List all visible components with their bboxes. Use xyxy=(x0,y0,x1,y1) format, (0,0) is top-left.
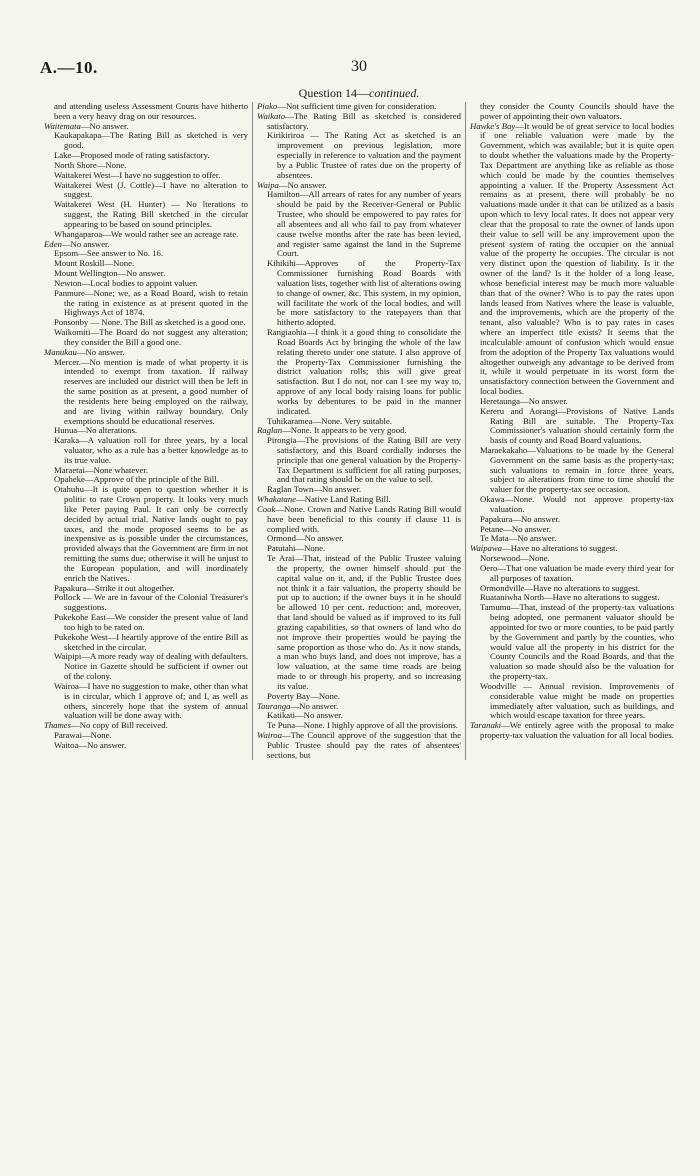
entry-text: —No answer. xyxy=(76,346,125,357)
district-name: Taranaki xyxy=(470,720,502,731)
district-entry xyxy=(257,112,461,132)
entry-text: Pukekohe East—We consider the present value of land too high to be rated on. xyxy=(54,612,248,632)
entry-text: Panmure—None; we, as a Road Board, wish to retain the rating in existence as at present quoted in the Highways Act of 1874. xyxy=(54,287,248,318)
continued-text xyxy=(470,102,674,122)
entry-text: —None. It appears to be very good. xyxy=(282,425,407,436)
district-entry xyxy=(257,731,461,760)
district-name: Raglan xyxy=(257,425,283,436)
entry-text: Mount Roskill—None. xyxy=(54,258,135,269)
board-reply xyxy=(257,259,461,328)
entry-text: Poverty Bay—None. xyxy=(267,690,340,701)
board-reply xyxy=(470,603,674,682)
entry-text: Wairoa—I have no suggestion to make, other than what is in circular, which I approve of; and I, as well as others, sincerely hope that the system of annual valuation will be done away with. xyxy=(54,680,248,721)
entry-text: —It would be of great service to local bodies if one reliable valuation were made by the Government, which was available; but it is quite open to doubt whether the valuations made by the Property-Tax Department are anything like as reliable as those which could be made by the counties themselves appointing a valuer. If the Property Assessment Act remains as at present, there will probably be no valuations made under it that can be utilized as a basis upon which to levy local rates. It does not appear very clear that the proposal to rate the owner of lands upon their value to sell will be any improvement upon the present system of rating the occupier on the annual value of the property he occupies. The circular is not very distinct upon the question of liability. Is it the owner of the land? Is it the holder of a long lease, whose beneficial interest may be much more valuable than that of the owner? Who is to pay the rates upon lands leased from Natives where the lease is valuable, and the improvements, which are the property of the tenant, also valuable? Who is to pay rates in cases where an imperfect title exists? It seems that the incalculable amount of confusion which would ensue from the adoption of the Property Tax valuations would altogether outweigh any advantage to be derived from it, while it would perpetuate in its worst form the unsatisfactory connection between the Government and local bodies. xyxy=(480,120,674,397)
continued-text xyxy=(44,102,248,122)
entry-text: —No answer. xyxy=(80,120,129,131)
entry-text: Waitoa—No answer. xyxy=(54,739,127,750)
board-reply xyxy=(44,633,248,653)
entry-text: Ruataniwha North—Have no alterations to suggest. xyxy=(480,592,660,603)
entry-text: Karaka—A valuation roll for three years, by a local valuator, who as a rule has a better knowledge as to its true value. xyxy=(54,435,248,465)
entry-text: —No answer. xyxy=(290,700,339,711)
entry-text: Waitakerei West—I have no suggestion to offer. xyxy=(54,169,221,180)
entry-text: —The Rating Bill as sketched is considered satisfactory. xyxy=(267,110,461,131)
entry-text: Waitakerei West (H. Hunter) — No lterations to suggest, the Rating Bill sketched in the circular appearing to be based on sound principles. xyxy=(54,199,248,229)
entry-text: Otahuhu—It is quite open to question whether it is politic to rate Crown property. It looks very much like Peter paying Paul. It can only be correctly decided by actual trial. Native lands ought to pay taxes, and the mode proposed seems to be as inexpensive as is possible under the circumstances, provided always that the Government are firm in not remitting the sums due; otherwise it will be unjust to the European population, and will inordinately enrich the Natives. xyxy=(54,484,248,583)
entry-text: Te Puna—None. I highly approve of all the provisions. xyxy=(267,720,458,731)
entry-text: Maraetai—None whatever. xyxy=(54,464,149,475)
board-reply xyxy=(470,446,674,495)
entry-text: Woodville — Annual revision. Improvements of considerable value might be made on properties immediately after valuation, such as buildings, and which would escape taxation for three years. xyxy=(480,680,674,721)
board-reply xyxy=(257,131,461,180)
board-reply xyxy=(470,682,674,721)
entry-text: Kereru and Aorangi—Provisions of Native Lands Rating Bill are suitable. The Property-Tax Commissioner's valuation should certainly form the basis of county and Road Board valuations. xyxy=(480,405,674,446)
entry-text: Petane—No answer. xyxy=(480,523,551,534)
board-reply xyxy=(44,593,248,613)
entry-text: Pukekohe West—I heartily approve of the entire Bill as sketched in the circular. xyxy=(54,631,248,652)
entry-text: Papakura—Strike it out altogether. xyxy=(54,582,175,593)
entry-text: —No answer. xyxy=(61,238,110,249)
entry-text: —None. Crown and Native Lands Rating Bill would have been beneficial to this county if clause 11 is complied with. xyxy=(267,503,461,534)
entry-text: —No answer. xyxy=(278,179,327,190)
district-entry xyxy=(257,505,461,534)
entry-text: Kihikihi—Approves of the Property-Tax Commissioner furnishing Road Boards with valuation lists, together with list of alterations owing to change of owner, &c. This system, in my opinion, will facilitate the work of the local bodies, and will be more satisfactory to the ratepayers than that hitherto adopted. xyxy=(267,258,461,328)
district-entry xyxy=(470,721,674,741)
entry-text: Whangaparoa—We would rather see an acreage rate. xyxy=(54,228,239,239)
entry-text: Mount Wellington—No answer. xyxy=(54,268,166,279)
entry-text: —Not sufficient time given for consideration. xyxy=(277,101,437,111)
entry-text: and attending useless Assessment Courts have hitherto been a very heavy drag on our resources. xyxy=(54,101,248,121)
district-name: Eden xyxy=(44,238,62,249)
entry-text: North Shore—None. xyxy=(54,159,127,170)
board-reply xyxy=(470,564,674,584)
district-name: Thames xyxy=(44,720,72,731)
entry-text: Mercer.—No mention is made of what property it is intended to exempt from taxation. If railway reserves are included our district will then be left in the same position as at present, a good number of the residents here being employed on the railway, and are living within railway boundary. Only exemptions should be educational reserves. xyxy=(54,356,248,426)
board-reply xyxy=(44,131,248,151)
entry-text: Ormondville—Have no alterations to suggest. xyxy=(480,582,640,593)
text-column-3 xyxy=(465,102,678,760)
board-reply xyxy=(470,407,674,446)
entry-text: Raglan Town—No answer. xyxy=(267,484,362,495)
entry-text: Heretaunga—No answer. xyxy=(480,395,568,406)
entry-text: Opaheke—Approve of the principle of the Bill. xyxy=(54,474,219,485)
district-name: Whakatane xyxy=(257,494,297,505)
district-name: Cook xyxy=(257,503,276,514)
entry-text: —We entirely agree with the proposal to make property-tax valuation the valuation for all local bodies. xyxy=(480,720,674,740)
board-reply xyxy=(44,741,248,751)
entry-text: Hunua—No alterations. xyxy=(54,425,137,436)
entry-text: Newton—Local bodies to appoint valuer. xyxy=(54,277,198,288)
entry-text: Maraekakaho—Valuations to be made by the General Government on the same basis as the property-tax; such valuations to remain in force three years, subject to alterations from time to time should the valuer for the property-tax see occasion. xyxy=(480,444,674,495)
document-number: A.—10. xyxy=(40,58,98,77)
entry-text: —Native Land Rating Bill. xyxy=(296,494,391,505)
entry-text: Ponsonby — None. The Bill as sketched is a good one. xyxy=(54,317,246,328)
entry-text: Patutahi—None. xyxy=(267,543,326,554)
entry-text: Te Arai—That, instead of the Public Trustee valuing the property, the owner himself should put the capital value on it, and, if the Public Trustee does not think it a fair valuation, the property should be put up to auction; if the owner buys it in he should be allowed 10 per cent. reduction: and, moreover, that land should be valued as if improved to its full grazing capabilities, so that owners of land who do not improve their properties would be paying the same proportion as those who do. As it now stands, a man who buys land, and does not improve, has a low valuation, at the same time roads are being made to or through his property, and so increasing its value. xyxy=(267,553,461,691)
board-reply xyxy=(257,436,461,485)
district-name: Waitemata xyxy=(44,120,81,131)
district-name: Hawke's Bay xyxy=(470,120,516,131)
board-reply xyxy=(257,190,461,259)
text-column-2 xyxy=(252,102,465,760)
district-name: Piako xyxy=(257,101,278,111)
section-title-suffix: continued. xyxy=(369,86,420,100)
board-reply xyxy=(470,495,674,515)
district-name: Waipa xyxy=(257,179,279,190)
district-name: Tauranga xyxy=(257,700,291,711)
entry-text: Norsewood—None. xyxy=(480,553,550,564)
entry-text: Pollock — We are in favour of the Colonial Treasurer's suggestions. xyxy=(54,592,248,613)
entry-text: Waikomiti—The Board do not suggest any alteration; they consider the Bill a good one. xyxy=(54,327,248,347)
board-reply xyxy=(257,328,461,416)
district-name: Wairoa xyxy=(257,730,282,740)
board-reply xyxy=(44,436,248,465)
text-column-1 xyxy=(40,102,252,760)
entry-text: Oero—That one valuation be made every third year for all purposes of taxation. xyxy=(480,562,674,583)
entry-text: they consider the County Councils should have the power of appointing their own valuators. xyxy=(480,101,674,121)
board-reply xyxy=(44,289,248,318)
entry-text: —Have no alterations to suggest. xyxy=(502,543,618,554)
district-name: Manukau xyxy=(44,346,77,357)
section-title xyxy=(40,86,678,101)
district-entry xyxy=(470,122,674,397)
entry-text: Parawai—None. xyxy=(54,730,112,740)
entry-text: Lake—Proposed mode of rating satisfactory. xyxy=(54,150,210,161)
page-number: 30 xyxy=(351,58,367,75)
entry-text: Hamilton—All arrears of rates for any number of years should be paid by the Receiver-General or Public Trustee, who should be empowered to pay rates for all absentees and all who fail to pay from whatever cause twelve months after the rate has been levied, and register same against the land in the Supreme Court. xyxy=(267,189,461,259)
board-reply xyxy=(44,200,248,229)
board-reply xyxy=(44,358,248,427)
entry-text: —No copy of Bill received. xyxy=(71,720,168,731)
board-reply xyxy=(44,181,248,201)
board-reply xyxy=(44,613,248,633)
running-head xyxy=(40,58,678,80)
entry-text: Katikati—No answer. xyxy=(267,710,343,721)
entry-text: Ormond—No answer. xyxy=(267,533,344,544)
board-reply xyxy=(44,682,248,721)
entry-text: Te Mata—No answer. xyxy=(480,533,557,544)
entry-text: Kirikiriroa — The Rating Act as sketched is an improvement on previous legislation, more especially in reference to valuation and the payment by a Public Trustee of rates due on the property of absentees. xyxy=(267,130,461,180)
district-name: Waikato xyxy=(257,110,286,121)
entry-text: Epsom—See answer to No. 16. xyxy=(54,248,164,259)
district-name: Waipawa xyxy=(470,543,503,554)
board-reply xyxy=(44,652,248,681)
board-reply xyxy=(44,328,248,348)
entry-text: Waitakerei West (J. Cottle)—I have no alteration to suggest. xyxy=(54,179,248,200)
entry-text: Waipipi—A more ready way of dealing with defaulters. Notice in Gazette should be sufficient if owner out of the colony. xyxy=(54,651,248,682)
entry-text: Tamumu—That, instead of the property-tax valuations being adopted, one permanent valuator should be appointed for two or more counties, to be paid partly by the Government and partly by the counties, who would value all the property in his district for the County Councils and the Road Boards, and that the valuation so made should also be the valuation for the property-tax. xyxy=(480,602,674,682)
entry-text: Okawa—None. Would not approve property-tax valuation. xyxy=(480,494,674,514)
board-reply xyxy=(257,554,461,692)
entry-text: Kaukapakapa—The Rating Bill as sketched is very good. xyxy=(54,130,248,151)
text-columns xyxy=(40,102,678,760)
entry-text: Pirongia—The provisions of the Rating Bill are very satisfactory, and this Board cordially indorses the principle that one general valuation by the Property-Tax Department is sufficient for all rating purposes, and that rating should be on the value to sell. xyxy=(267,435,461,485)
entry-text: Rangiaohia—I think it a good thing to consolidate the Road Boards Act by bringing the whole of the law relating thereto under one statute. I also approve of the Property-Tax Commissioner furnishing the district valuation rolls; this will give great satisfaction. But I do not, nor can I see my way to, approve of any local body raising loans for public works by debentures to be paid in the manner indicated. xyxy=(267,327,461,416)
entry-text: —The Council approve of the suggestion that the Public Trustee should pay the rates of absentees' sections, but xyxy=(267,730,461,760)
section-title-text: Question 14— xyxy=(298,86,369,100)
board-reply xyxy=(44,485,248,583)
entry-text: Tuhikaramea—None. Very suitable. xyxy=(267,415,392,426)
entry-text: Papakura—No answer. xyxy=(480,513,561,524)
